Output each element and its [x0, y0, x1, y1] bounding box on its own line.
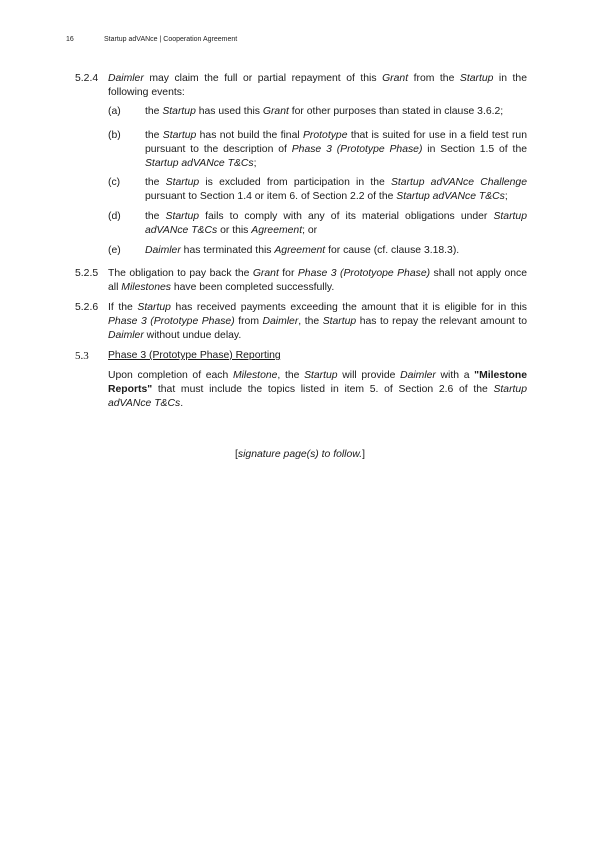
- defined-term: Startup adVANce T&Cs: [145, 211, 527, 236]
- list-item: [108, 105, 527, 119]
- text-segment: the: [145, 130, 163, 141]
- defined-term: Phase 3 (Prototype Phase): [291, 144, 423, 155]
- text-segment: , the: [298, 316, 323, 327]
- page-number: 16: [66, 36, 74, 43]
- list-item: [108, 176, 527, 204]
- bracket-close: ]: [362, 449, 365, 460]
- defined-term: Daimler: [145, 245, 181, 256]
- clause-text: [108, 72, 527, 100]
- bracket-open: [: [235, 449, 238, 460]
- defined-term: Daimler: [400, 370, 436, 381]
- document-title: Startup adVANce | Cooperation Agreement: [104, 36, 238, 43]
- clause-paragraph: [75, 301, 527, 343]
- list-item: [108, 210, 527, 238]
- defined-term: Startup: [322, 316, 357, 327]
- defined-term: Prototype: [303, 130, 348, 141]
- clause-text: [145, 129, 527, 171]
- defined-term: Grant: [252, 268, 279, 279]
- defined-term: Grant: [262, 106, 289, 117]
- text-segment: in the following events:: [108, 73, 527, 98]
- clause-text: [145, 210, 527, 238]
- text-segment: The obligation to pay back the: [108, 268, 253, 279]
- clause-paragraph: [75, 72, 527, 100]
- page-header: [66, 36, 237, 43]
- defined-term: Daimler: [108, 73, 144, 84]
- clause-text: [108, 267, 527, 295]
- defined-term: Agreement: [251, 225, 303, 236]
- text-segment: has not build the final: [196, 130, 303, 141]
- clause-text: [145, 176, 527, 204]
- defined-term: Daimler: [108, 330, 144, 341]
- text-segment: that is suited for use in a field test run pursuant to the description of: [145, 130, 527, 155]
- clause-text: [108, 369, 527, 411]
- signature-note-text: signature page(s) to follow.: [237, 449, 363, 460]
- defined-term: Startup: [165, 211, 200, 222]
- text-segment: the: [145, 211, 166, 222]
- text-segment: that must include the topics listed in item 5. of Section 2.6 of the: [152, 384, 494, 395]
- text-segment: for: [278, 268, 298, 279]
- text-segment: in Section 1.5 of the: [422, 144, 527, 155]
- clause-number: (a): [108, 106, 121, 117]
- text-segment: for cause (cf. clause 3.18.3).: [325, 245, 460, 256]
- text-segment: shall not apply once all: [108, 268, 528, 293]
- clause-text: [108, 301, 527, 343]
- text-segment: for other purposes than stated in clause 3.6.2;: [288, 106, 504, 117]
- defined-term: Startup: [162, 106, 196, 117]
- text-segment: may claim the full or partial repayment of this: [143, 73, 383, 84]
- text-segment: has to repay the relevant amount to: [356, 316, 528, 327]
- text-segment: If the: [108, 302, 138, 313]
- defined-term: Phase 3 (Prototyope Phase): [297, 268, 431, 279]
- text-segment: Upon completion of each: [108, 370, 233, 381]
- text-segment: ; or: [302, 225, 318, 236]
- text-segment: ;: [253, 158, 257, 169]
- clause-number: (e): [108, 245, 121, 256]
- list-item: [108, 129, 527, 171]
- section-heading: [75, 349, 527, 363]
- defined-term: Startup: [162, 130, 197, 141]
- clause-number: 5.2.4: [75, 73, 99, 84]
- clause-number: (b): [108, 130, 121, 141]
- clause-paragraph: [75, 369, 527, 411]
- text-segment: from: [234, 316, 263, 327]
- clause-number: (d): [108, 211, 121, 222]
- defined-term: Milestone: [232, 370, 278, 381]
- text-segment: will provide: [337, 370, 401, 381]
- clause-number: (c): [108, 177, 121, 188]
- clause-paragraph: [75, 267, 527, 295]
- text-segment: , the: [277, 370, 305, 381]
- clause-text: [145, 105, 527, 119]
- text-segment: from the: [408, 73, 460, 84]
- defined-term: Startup: [459, 73, 494, 84]
- clause-number: 5.2.5: [75, 268, 99, 279]
- defined-term: Startup adVANce T&Cs: [145, 158, 254, 169]
- defined-term: Startup adVANce Challenge: [390, 177, 527, 188]
- heading-text: Phase 3 (Prototype Phase) Reporting: [108, 350, 281, 361]
- text-segment: pursuant to Section 1.4 or item 6. of Section 2.2 of the: [145, 191, 397, 202]
- text-segment: .: [180, 398, 184, 409]
- defined-term: Grant: [382, 73, 409, 84]
- bold-term: "Milestone Reports": [108, 370, 527, 395]
- defined-term: Agreement: [274, 245, 326, 256]
- defined-term: Phase 3 (Prototype Phase): [108, 316, 235, 327]
- defined-term: Startup: [304, 370, 338, 381]
- text-segment: with a: [435, 370, 475, 381]
- clause-number: 5.3: [75, 350, 89, 362]
- signature-note: [0, 449, 600, 460]
- text-segment: has used this: [195, 106, 263, 117]
- clause-text: [108, 349, 527, 363]
- defined-term: Startup: [137, 302, 171, 313]
- defined-term: Startup adVANce T&Cs: [396, 191, 505, 202]
- text-segment: the: [145, 106, 163, 117]
- defined-term: Daimler: [262, 316, 299, 327]
- defined-term: Milestones: [121, 282, 171, 293]
- text-segment: have been completed successfully.: [170, 282, 335, 293]
- text-segment: without undue delay.: [143, 330, 242, 341]
- text-segment: fails to comply with any of its material obligations under: [199, 211, 494, 222]
- defined-term: Startup adVANce T&Cs: [108, 384, 527, 409]
- text-segment: has received payments exceeding the amount that it is eligible for in this: [170, 302, 527, 313]
- clause-text: [145, 244, 527, 258]
- text-segment: or this: [217, 225, 252, 236]
- defined-term: Startup: [165, 177, 200, 188]
- text-segment: ;: [504, 191, 508, 202]
- list-item: [108, 244, 527, 258]
- text-segment: the: [145, 177, 166, 188]
- clause-number: 5.2.6: [75, 302, 99, 313]
- text-segment: is excluded from participation in the: [199, 177, 391, 188]
- text-segment: has terminated this: [180, 245, 275, 256]
